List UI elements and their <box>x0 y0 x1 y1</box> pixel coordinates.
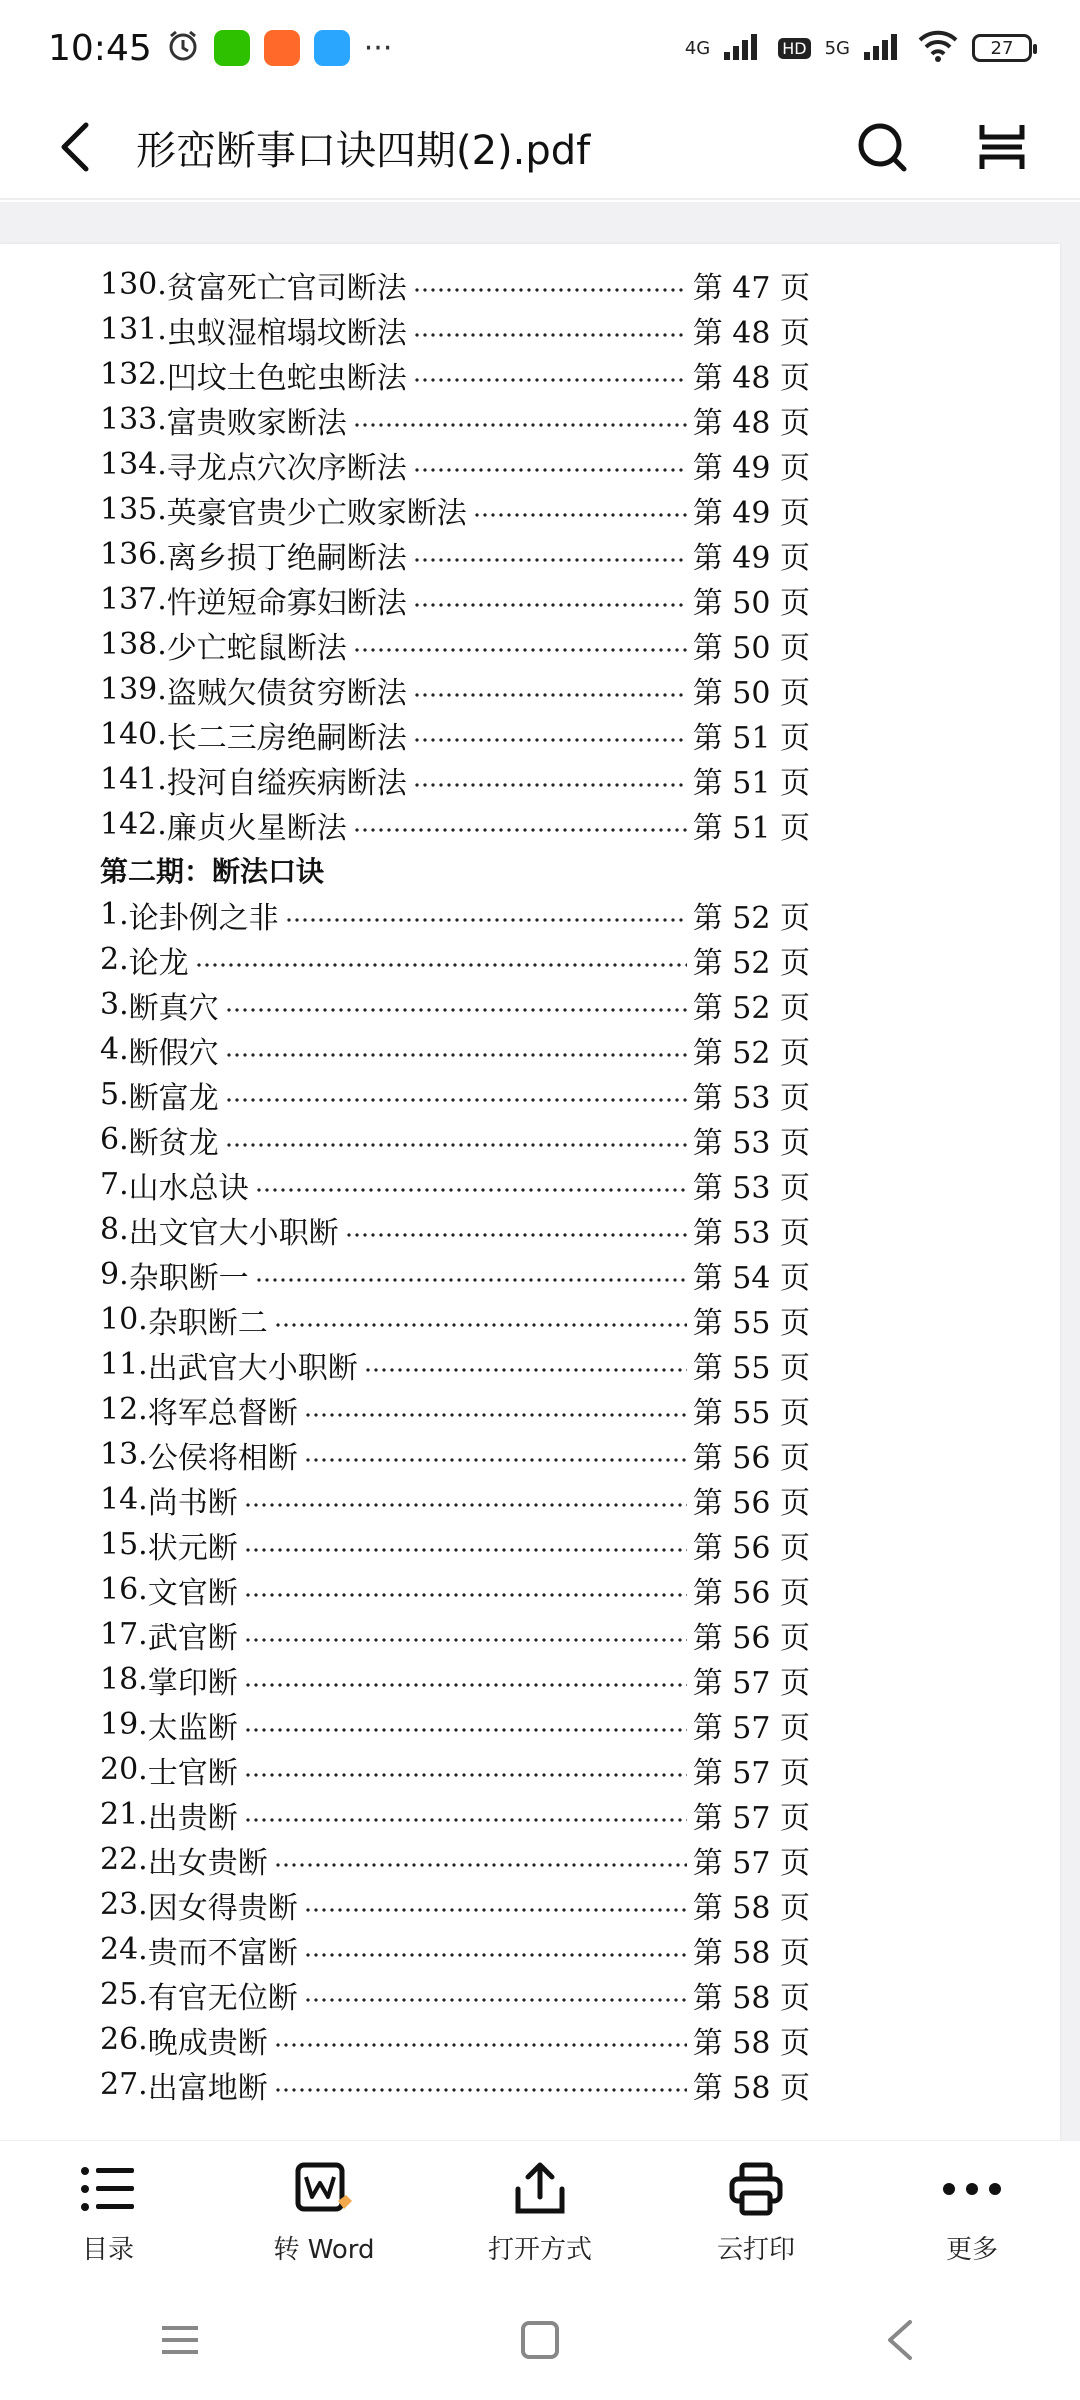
leader-dots <box>304 1907 687 1913</box>
recent-apps-button[interactable] <box>120 2300 240 2380</box>
cloud-print-button[interactable] <box>666 2157 846 2266</box>
toc-row[interactable]: 132. 凹坟土色蛇虫断法 第 48 页 <box>100 357 810 396</box>
leader-dots <box>473 512 687 518</box>
toc-row[interactable]: 2. 论龙 第 52 页 <box>100 942 810 981</box>
leader-dots <box>413 467 687 473</box>
leader-dots <box>244 1637 687 1643</box>
network-5g-label: 5G <box>824 37 850 59</box>
toc-row[interactable]: 26. 晚成贵断 第 58 页 <box>100 2022 810 2061</box>
toc-row[interactable]: 9. 杂职断一 第 54 页 <box>100 1257 810 1296</box>
pdf-page <box>0 244 1060 2140</box>
status-bar <box>0 0 1080 96</box>
toc-row[interactable]: 1. 论卦例之非 第 52 页 <box>100 897 810 936</box>
toc-row[interactable]: 130. 贫富死亡官司断法 第 47 页 <box>100 267 810 306</box>
toc-row[interactable]: 14. 尚书断 第 56 页 <box>100 1482 810 1521</box>
taobao-icon <box>264 30 300 66</box>
leader-dots <box>353 422 687 428</box>
back-arrow-icon <box>56 119 96 175</box>
toc-row[interactable]: 12. 将军总督断 第 55 页 <box>100 1392 810 1431</box>
toc-row[interactable]: 136. 离乡损丁绝嗣断法 第 49 页 <box>100 537 810 576</box>
leader-dots <box>244 1682 687 1688</box>
more-dots-icon <box>940 2157 1004 2221</box>
leader-dots <box>274 1862 687 1868</box>
leader-dots <box>225 1007 687 1013</box>
title-bar <box>0 96 1080 200</box>
leader-dots <box>195 962 687 968</box>
leader-dots <box>304 1997 687 2003</box>
leader-dots <box>353 827 687 833</box>
leader-dots <box>274 2042 687 2048</box>
toc-row[interactable]: 17. 武官断 第 56 页 <box>100 1617 810 1656</box>
leader-dots <box>413 782 687 788</box>
list-icon <box>76 2157 140 2221</box>
leader-dots <box>255 1187 687 1193</box>
battery-indicator: 27 <box>972 34 1032 62</box>
toc-row[interactable]: 25. 有官无位断 第 58 页 <box>100 1977 810 2016</box>
leader-dots <box>244 1817 687 1823</box>
leader-dots <box>413 377 687 383</box>
leader-dots <box>353 647 687 653</box>
home-button[interactable] <box>480 2300 600 2380</box>
hd-badge: HD <box>778 38 810 59</box>
leader-dots <box>345 1232 687 1238</box>
toc-row[interactable]: 5. 断富龙 第 53 页 <box>100 1077 810 1116</box>
leader-dots <box>304 1952 687 1958</box>
leader-dots <box>244 1727 687 1733</box>
document-title: 形峦断事口诀四期(2).pdf <box>136 127 591 174</box>
share-icon <box>508 2157 572 2221</box>
more-label: 更多 <box>945 2234 998 2265</box>
toc-row[interactable]: 23. 因女得贵断 第 58 页 <box>100 1887 810 1926</box>
menu-icon <box>160 2324 200 2356</box>
toc-row[interactable]: 27. 出富地断 第 58 页 <box>100 2067 810 2106</box>
leader-dots <box>244 1772 687 1778</box>
toc-row[interactable]: 140. 长二三房绝嗣断法 第 51 页 <box>100 717 810 756</box>
toc-row[interactable]: 138. 少亡蛇鼠断法 第 50 页 <box>100 627 810 666</box>
section-heading: 第二期：断法口诀 <box>100 854 325 888</box>
leader-dots <box>244 1502 687 1508</box>
leader-dots <box>274 2087 687 2093</box>
toc-row[interactable]: 22. 出女贵断 第 57 页 <box>100 1842 810 1881</box>
toc-row[interactable]: 10. 杂职断二 第 55 页 <box>100 1302 810 1341</box>
search-button[interactable] <box>840 105 924 189</box>
status-left <box>48 28 392 69</box>
toc-row[interactable]: 4. 断假穴 第 52 页 <box>100 1032 810 1071</box>
word-document-icon <box>292 2157 356 2221</box>
leader-dots <box>255 1277 687 1283</box>
convert-word-button[interactable] <box>234 2157 414 2266</box>
toc-row[interactable]: 8. 出文官大小职断 第 53 页 <box>100 1212 810 1251</box>
toc-row[interactable]: 3. 断真穴 第 52 页 <box>100 987 810 1026</box>
status-right <box>685 30 1032 67</box>
leader-dots <box>413 557 687 563</box>
system-navigation-bar <box>0 2280 1080 2400</box>
toc-row[interactable]: 24. 贵而不富断 第 58 页 <box>100 1932 810 1971</box>
signal-5g-icon <box>864 32 904 65</box>
network-4g-label: 4G <box>684 37 711 59</box>
back-button[interactable] <box>36 107 116 187</box>
open-with-label: 打开方式 <box>487 2234 592 2265</box>
leader-dots <box>413 737 687 743</box>
alarm-icon <box>166 29 200 67</box>
leader-dots <box>285 917 687 923</box>
leader-dots <box>244 1592 687 1598</box>
toc-row[interactable]: 21. 出贵断 第 57 页 <box>100 1797 810 1836</box>
reading-mode-icon <box>974 119 1030 175</box>
leader-dots <box>244 1547 687 1553</box>
toc-row[interactable]: 19. 太监断 第 57 页 <box>100 1707 810 1746</box>
signal-icon <box>724 32 764 65</box>
search-icon <box>854 119 910 175</box>
wifi-icon <box>918 30 958 67</box>
back-triangle-icon <box>884 2318 916 2362</box>
leader-dots <box>225 1142 687 1148</box>
toc-row[interactable]: 137. 忤逆短命寡妇断法 第 50 页 <box>100 582 810 621</box>
leader-dots <box>304 1412 687 1418</box>
leader-dots <box>274 1322 687 1328</box>
toc-row[interactable]: 133. 富贵败家断法 第 48 页 <box>100 402 810 441</box>
open-with-button[interactable] <box>450 2157 630 2266</box>
status-time: 10:45 <box>48 27 152 69</box>
leader-dots <box>413 287 687 293</box>
toc-row[interactable]: 141. 投河自缢疾病断法 第 51 页 <box>100 762 810 801</box>
toc-row[interactable]: 134. 寻龙点穴次序断法 第 49 页 <box>100 447 810 486</box>
convert-word-label: 转 Word <box>273 2234 375 2265</box>
leader-dots <box>413 692 687 698</box>
leader-dots <box>413 602 687 608</box>
system-back-button[interactable] <box>840 2300 960 2380</box>
leader-dots <box>225 1097 687 1103</box>
toc-row[interactable]: 131. 虫蚁湿棺塌坟断法 第 48 页 <box>100 312 810 351</box>
wechat-icon <box>214 30 250 66</box>
toc-row[interactable]: 6. 断贫龙 第 53 页 <box>100 1122 810 1161</box>
app-icon <box>314 30 350 66</box>
toc-row[interactable]: 13. 公侯将相断 第 56 页 <box>100 1437 810 1476</box>
toc-row[interactable]: 7. 山水总诀 第 53 页 <box>100 1167 810 1206</box>
leader-dots <box>304 1457 687 1463</box>
table-of-contents <box>100 262 810 2107</box>
more-button[interactable] <box>882 2157 1062 2266</box>
toc-row[interactable]: 18. 掌印断 第 57 页 <box>100 1662 810 1701</box>
toc-button[interactable] <box>18 2157 198 2266</box>
cloud-print-label: 云打印 <box>716 2234 795 2265</box>
home-square-icon <box>520 2320 560 2360</box>
leader-dots <box>225 1052 687 1058</box>
toc-row[interactable]: 16. 文官断 第 56 页 <box>100 1572 810 1611</box>
reading-mode-button[interactable] <box>960 105 1044 189</box>
bottom-toolbar <box>0 2140 1080 2281</box>
toc-label: 目录 <box>81 2234 134 2265</box>
leader-dots <box>364 1367 687 1373</box>
toc-row[interactable]: 142. 廉贞火星断法 第 51 页 <box>100 807 810 846</box>
toc-row[interactable]: 20. 士官断 第 57 页 <box>100 1752 810 1791</box>
toc-row[interactable]: 139. 盗贼欠债贫穷断法 第 50 页 <box>100 672 810 711</box>
pdf-viewer[interactable] <box>0 202 1080 2140</box>
toc-row[interactable]: 15. 状元断 第 56 页 <box>100 1527 810 1566</box>
more-notifications: ··· <box>363 30 393 66</box>
leader-dots <box>413 332 687 338</box>
toc-row[interactable]: 11. 出武官大小职断 第 55 页 <box>100 1347 810 1386</box>
printer-icon <box>724 2157 788 2221</box>
toc-row[interactable]: 135. 英豪官贵少亡败家断法 第 49 页 <box>100 492 810 531</box>
